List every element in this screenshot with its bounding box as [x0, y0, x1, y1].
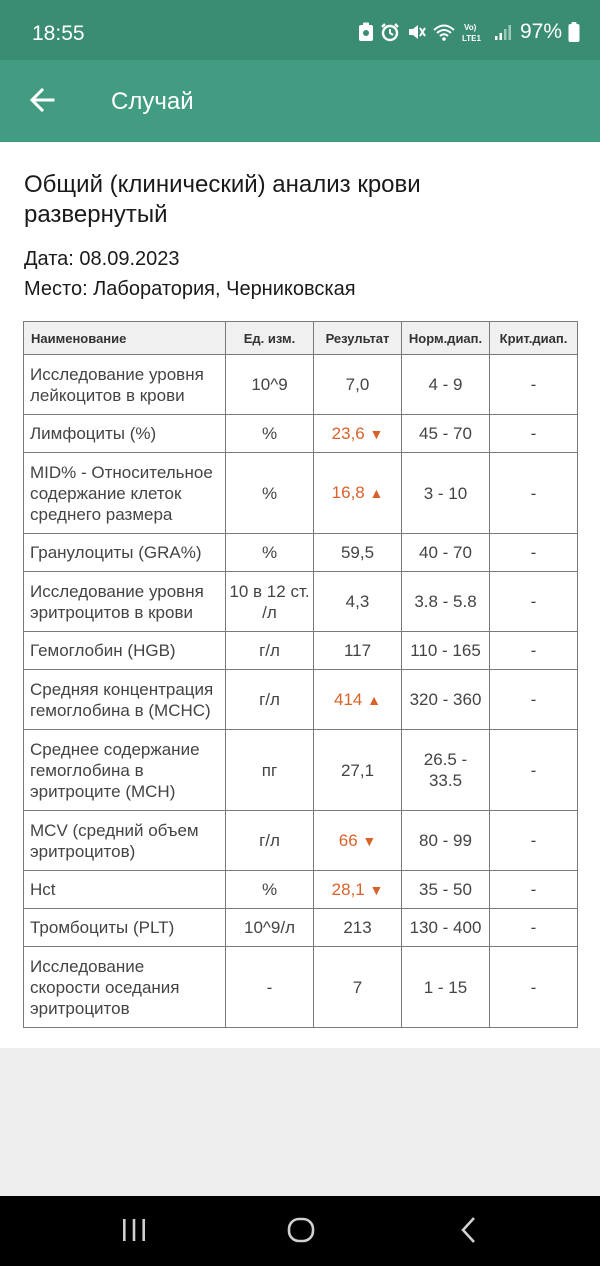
result-value: 414	[334, 689, 363, 709]
row-result	[314, 670, 402, 730]
row-result	[314, 355, 402, 415]
row-unit: г/л	[226, 632, 314, 670]
system-back-button[interactable]	[449, 1214, 489, 1246]
row-norm: 80 - 99	[402, 811, 490, 871]
mute-icon	[406, 22, 426, 42]
result-value: 16,8	[331, 483, 365, 502]
result-value: 4,3	[345, 592, 370, 611]
row-result	[314, 947, 402, 1028]
row-name: Лимфоциты (%)	[24, 415, 226, 453]
table-row	[24, 632, 578, 670]
row-crit: -	[490, 871, 578, 909]
row-name: Тромбоциты (PLT)	[24, 909, 226, 947]
network-label-top: Vo)	[463, 23, 477, 32]
result-value: 28,1	[331, 879, 365, 899]
row-unit: %	[226, 415, 314, 453]
row-unit: %	[226, 453, 314, 534]
row-crit: -	[490, 534, 578, 572]
arrow-up-icon: ▲	[369, 485, 384, 501]
content-card	[0, 142, 600, 1048]
row-result	[314, 632, 402, 670]
result-value: 7	[352, 977, 363, 997]
row-crit: -	[490, 947, 578, 1028]
home-button[interactable]	[281, 1214, 321, 1246]
back-chevron-icon	[457, 1215, 481, 1245]
row-norm: 4 - 9	[402, 355, 490, 415]
row-name: Исследование уровня лейкоцитов в крови	[24, 355, 226, 415]
row-result	[314, 453, 402, 534]
row-crit: -	[490, 572, 578, 632]
table-row	[24, 909, 578, 947]
battery-percent: 97%	[519, 20, 562, 43]
app-bar	[0, 60, 600, 142]
header-norm: Норм.диап.	[402, 322, 490, 355]
table-row	[24, 871, 578, 909]
arrow-down-icon: ▼	[369, 425, 384, 442]
row-crit: -	[490, 415, 578, 453]
row-result	[314, 415, 402, 453]
document-title: Общий (клинический) анализ крови развернутый	[24, 171, 421, 228]
row-norm: 110 - 165	[402, 632, 490, 670]
row-unit: -	[226, 947, 314, 1028]
row-crit: -	[490, 670, 578, 730]
row-name: MID% - Относительное содержание клеток среднего размера	[24, 453, 226, 534]
recent-apps-icon	[120, 1216, 148, 1244]
network-label-bottom: LTE1	[461, 34, 481, 43]
row-norm: 3 - 10	[402, 453, 490, 534]
row-norm: 130 - 400	[402, 909, 490, 947]
notification-app-icon	[358, 22, 374, 42]
header-crit: Крит.диап.	[490, 322, 578, 355]
row-unit: 10^9	[226, 355, 314, 415]
alarm-icon	[380, 22, 400, 42]
table-row	[24, 572, 578, 632]
row-result	[314, 909, 402, 947]
row-unit: пг	[226, 730, 314, 811]
row-norm: 320 - 360	[402, 670, 490, 730]
row-crit: -	[490, 355, 578, 415]
row-result	[314, 730, 402, 811]
row-unit: 10 в 12 ст. /л	[226, 572, 314, 632]
table-row	[24, 811, 578, 871]
row-result	[314, 534, 402, 572]
document-date: Дата: 08.09.2023	[24, 248, 180, 270]
results-table	[23, 321, 578, 1028]
row-unit: %	[226, 534, 314, 572]
back-button[interactable]	[22, 80, 62, 120]
signal-icon	[494, 23, 512, 41]
arrow-down-icon: ▼	[369, 881, 384, 898]
result-value: 213	[343, 918, 372, 937]
row-name: Средняя концентрация гемоглобина в (MCHC)	[24, 670, 226, 730]
header-unit: Ед. изм.	[226, 322, 314, 355]
row-crit: -	[490, 909, 578, 947]
status-time: 18:55	[32, 22, 85, 45]
table-header-row	[24, 322, 578, 355]
row-crit: -	[490, 632, 578, 670]
row-result	[314, 572, 402, 632]
table-row	[24, 453, 578, 534]
row-name: Гемоглобин (HGB)	[24, 632, 226, 670]
arrow-down-icon: ▼	[362, 832, 377, 849]
table-row	[24, 670, 578, 730]
row-name: Гранулоциты (GRA%)	[24, 534, 226, 572]
arrow-left-icon	[29, 87, 55, 113]
row-name: MCV (средний объем эритроцитов)	[24, 811, 226, 871]
table-row	[24, 415, 578, 453]
row-norm: 3.8 - 5.8	[402, 572, 490, 632]
row-result	[314, 871, 402, 909]
row-name: Исследование скорости оседания эритроцитов	[24, 947, 226, 1028]
row-name: Hct	[24, 871, 226, 909]
header-name: Наименование	[24, 322, 226, 355]
row-unit: 10^9/л	[226, 909, 314, 947]
system-nav-bar	[0, 1196, 600, 1266]
row-norm: 35 - 50	[402, 871, 490, 909]
row-unit: г/л	[226, 811, 314, 871]
row-crit: -	[490, 811, 578, 871]
result-value: 66	[338, 830, 358, 850]
result-value: 7,0	[345, 375, 370, 394]
row-norm: 40 - 70	[402, 534, 490, 572]
row-norm: 45 - 70	[402, 415, 490, 453]
table-row	[24, 534, 578, 572]
row-name: Среднее содержание гемоглобина в эритроците (MCH)	[24, 730, 226, 811]
table-row	[24, 730, 578, 811]
row-unit: г/л	[226, 670, 314, 730]
table-row	[24, 355, 578, 415]
result-value: 23,6	[331, 423, 365, 443]
row-norm: 1 - 15	[402, 947, 490, 1028]
row-crit: -	[490, 730, 578, 811]
status-bar	[0, 0, 600, 60]
arrow-up-icon: ▲	[367, 691, 381, 708]
status-icons	[358, 20, 580, 44]
header-result: Результат	[314, 322, 402, 355]
battery-icon	[568, 22, 580, 42]
volte-lte-icon	[462, 21, 488, 43]
home-icon	[286, 1215, 316, 1245]
row-norm: 26.5 - 33.5	[402, 730, 490, 811]
recent-apps-button[interactable]	[114, 1214, 154, 1246]
row-unit: %	[226, 871, 314, 909]
result-value: 117	[343, 641, 372, 660]
app-title: Случай	[111, 88, 194, 115]
table-row	[24, 947, 578, 1028]
wifi-icon	[432, 22, 456, 42]
row-name: Исследование уровня эритроцитов в крови	[24, 572, 226, 632]
row-crit: -	[490, 453, 578, 534]
result-value: 27,1	[340, 760, 375, 780]
row-result	[314, 811, 402, 871]
result-value: 59,5	[340, 543, 375, 562]
document-place: Место: Лаборатория, Черниковская	[24, 278, 356, 300]
